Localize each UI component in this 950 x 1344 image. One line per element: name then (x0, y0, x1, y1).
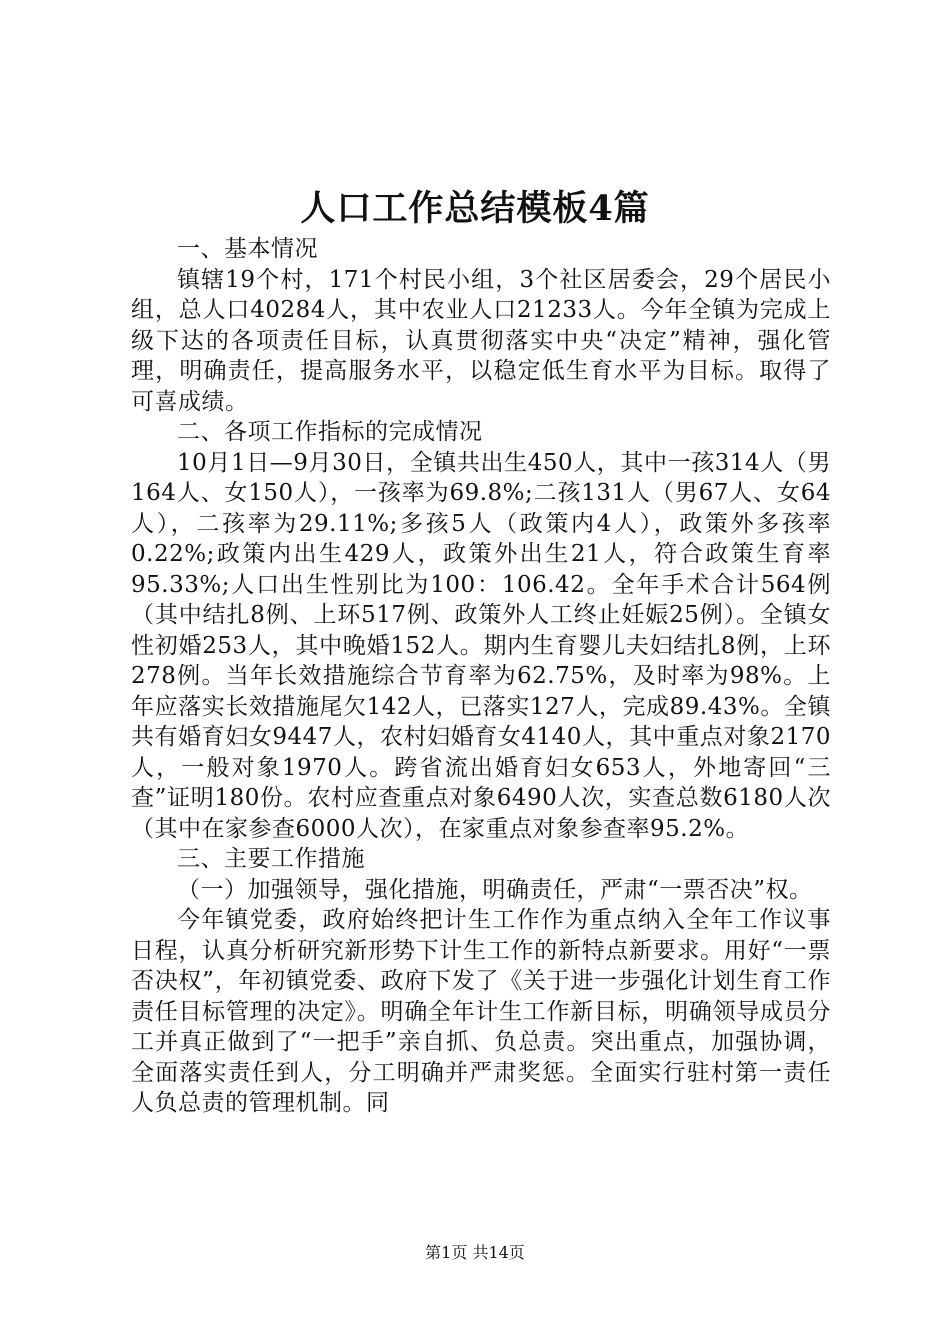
page-footer: 第1页 共14页 (425, 1243, 525, 1262)
section-heading-basic: 一、基本情况 (177, 236, 318, 262)
section-heading-indicators: 二、各项工作指标的完成情况 (177, 419, 483, 445)
document-body (131, 234, 831, 1119)
subsection-heading-leadership: （一）加强领导，强化措施，明确责任，严肃“一票否决”权。 (177, 876, 813, 903)
section-heading-measures: 三、主要工作措施 (177, 846, 365, 872)
paragraph-basic-situation: 镇辖19个村，171个村民小组，3个社区居委会，29个居民小组，总人口40284人，其中农业人口21233人。今年全镇为完成上级下达的各项责任目标，认真贯彻落实中央“决定”精神，强化管理，明确责任，提高服务水平，以稳定低生育水平为目标。取得了可喜成绩。 (131, 266, 831, 415)
document-title: 人口工作总结模板4篇 (300, 188, 650, 229)
paragraph-indicators: 10月1日—9月30日，全镇共出生450人，其中一孩314人（男164人、女150人），一孩率为69.8%;二孩131人（男67人、女64人），二孩率为29.11%;多孩5人（政策内4人），政策外多孩率0.22%;政策内出生429人，政策外出生21人，符合政策生育率95.33%;人口出生性别比为100：106.42。全年手术合计564例（其中结扎8例、上环517例、政策外人工终止妊娠25例）。全镇女性初婚253人，其中晚婚152人。期内生育婴儿夫妇结扎8例，上环278例。当年长效措施综合节育率为62.75%，及时率为98%。上年应落实长效措施尾欠142人，已落实127人，完成89.43%。全镇共有婚育妇女9447人，农村妇婚育女4140人，其中重点对象2170人，一般对象1970人。跨省流出婚育妇女653人，外地寄回“三查”证明180份。农村应查重点对象6490人次，实查总数6180人次（其中在家参查6000人次），在家重点对象参查率95.2%。 (131, 449, 831, 842)
paragraph-leadership: 今年镇党委，政府始终把计生工作作为重点纳入全年工作议事日程，认真分析研究新形势下计生工作的新特点新要求。用好“一票否决权”，年初镇党委、政府下发了《关于进一步强化计划生育工作责任目标管理的决定》。明确全年计生工作新目标，明确领导成员分工并真正做到了“一把手”亲自抓、负总责。突出重点，加强协调，全面落实责任到人，分工明确并严肃奖惩。全面实行驻村第一责任人负总责的管理机制。同 (131, 907, 831, 1116)
